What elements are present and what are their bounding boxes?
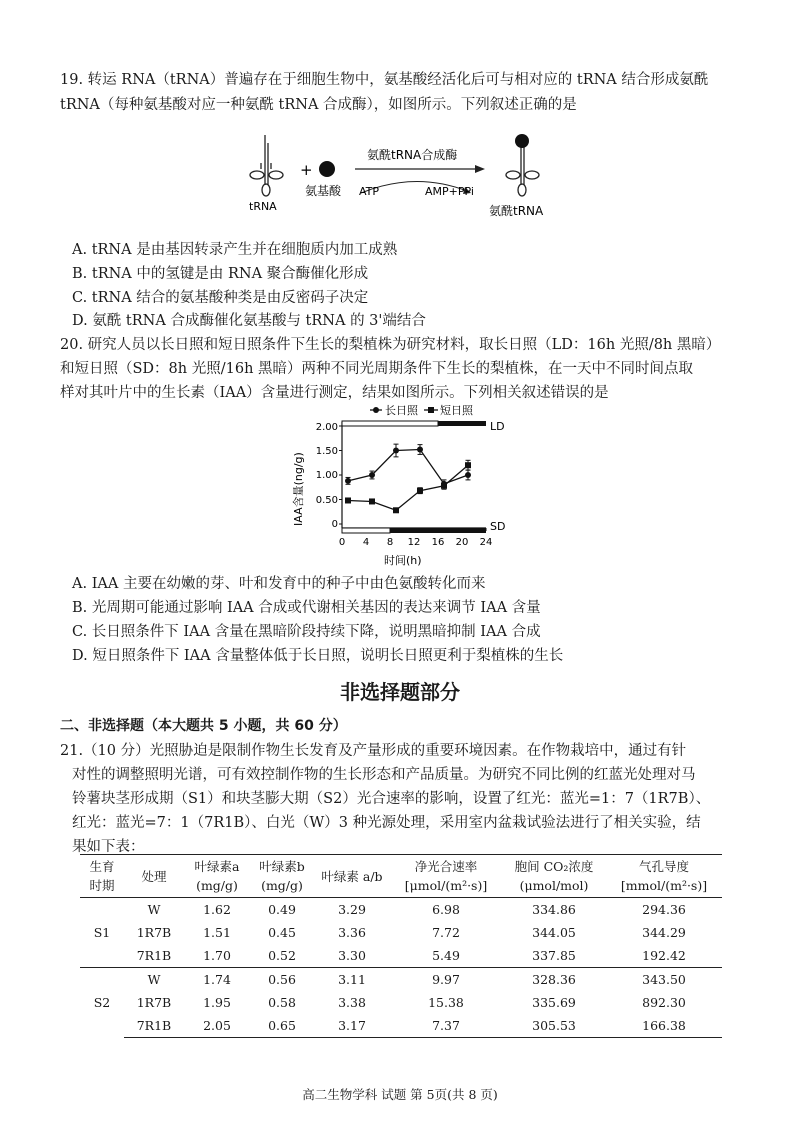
q20-stem-line3: 样对其叶片中的生长素（IAA）含量进行测定，结果如图所示。下列相关叙述错误的是 [60, 385, 609, 401]
section-title: 非选择题部分 [340, 680, 460, 704]
q19-option-d: D. 氨酰 tRNA 合成酶催化氨基酸与 tRNA 的 3'端结合 [72, 313, 426, 329]
y-tick-label-2.00: 2.00 [315, 422, 338, 433]
q19-stem-line2: tRNA（每种氨基酸对应一种氨酰 tRNA 合成酶），如图所示。下列叙述正确的是 [60, 97, 577, 113]
header-stage: 生育 时期 [80, 855, 124, 898]
table-cell: 192.42 [642, 948, 686, 963]
table-cell: 1.62 [203, 902, 231, 917]
section-heading: 二、非选择题（本大题共 5 小题，共 60 分） [60, 718, 347, 734]
page-footer: 高二生物学科 试题 第 5页(共 8 页) [302, 1087, 498, 1102]
legend-square-marker [428, 407, 434, 413]
y-tick-label-0: 0 [331, 519, 338, 530]
header-treatment: 处理 [124, 855, 184, 898]
q21-line5: 果如下表： [72, 839, 145, 855]
sd-light-bar [342, 528, 390, 533]
chart-legend [370, 404, 474, 417]
ld-dark-bar [438, 421, 486, 426]
table-cell: 1R7B [136, 995, 172, 1010]
table-cell: 6.98 [432, 902, 460, 917]
data-point-short-day [345, 497, 351, 503]
series-line-long-day [348, 450, 468, 484]
table-cell: 344.29 [642, 925, 686, 940]
table-cell: 344.05 [532, 925, 576, 940]
table-cell: 0.56 [250, 968, 314, 992]
legend-long-day: 长日照 [385, 404, 418, 417]
table-cell: 892.30 [642, 995, 686, 1010]
atp-label: ATP [359, 185, 380, 198]
trna-structure-icon [250, 135, 283, 196]
header-stomatal-conductance: 气孔导度 [mmol/(m²·s)] [606, 855, 722, 898]
amino-acid-dot-icon [319, 161, 335, 177]
table-cell: 335.69 [532, 995, 576, 1010]
table-cell: 5.49 [432, 948, 460, 963]
x-tick-label-8: 8 [386, 537, 394, 548]
amino-acid-label: 氨基酸 [305, 184, 342, 198]
table-cell: 337.85 [532, 948, 576, 963]
table-row [80, 1014, 722, 1038]
table-cell: 1.51 [203, 925, 231, 940]
table-cell: 1.70 [203, 948, 231, 963]
q21-line4: 红光：蓝光=7：1（7R1B）、白光（W）3 种光源处理，采用室内盆栽试验法进行了相关实验，结 [72, 815, 701, 831]
table-cell: 343.50 [606, 968, 722, 992]
header-intercellular-co2: 胞间 CO₂浓度 (μmol/mol) [502, 855, 606, 898]
q19-stem-line1: 19. 转运 RNA（tRNA）普遍存在于细胞生物中，氨基酸经活化后可与相对应的 tRNA 结合形成氨酰 [60, 72, 709, 88]
table-cell: 1R7B [136, 925, 172, 940]
x-tick-label-12: 12 [407, 537, 421, 548]
table-cell: 3.29 [338, 902, 366, 917]
y-tick-label-1.00: 1.00 [315, 470, 338, 481]
table-cell: 7.72 [432, 925, 460, 940]
q19-option-c: C. tRNA 结合的氨基酸种类是由反密码子决定 [72, 290, 369, 306]
data-point-long-day [465, 472, 471, 478]
data-point-long-day [345, 478, 351, 484]
x-tick-label-0: 0 [338, 537, 346, 548]
amp-ppi-label: AMP+PPi [425, 185, 474, 198]
data-point-short-day [393, 507, 399, 513]
table-cell: 0.58 [268, 995, 296, 1010]
data-point-short-day [369, 498, 375, 504]
data-point-long-day [369, 472, 375, 478]
series-line-short-day [348, 465, 468, 510]
data-point-short-day [417, 488, 423, 494]
table-row [80, 898, 722, 922]
table-cell: 3.11 [314, 968, 390, 992]
y-axis-label: IAA含量(ng/g) [292, 452, 305, 526]
iaa-chart [288, 400, 528, 570]
table-row [80, 921, 722, 944]
header-chl-a: 叶绿素a (mg/g) [184, 855, 250, 898]
data-point-short-day [465, 462, 471, 468]
q21-line1: 21.（10 分）光照胁迫是限制作物生长发育及产量形成的重要环境因素。在作物栽培中，通过有针 [60, 743, 687, 759]
q20-stem-line1: 20. 研究人员以长日照和短日照条件下生长的梨植株为研究材料，取长日照（LD：16h 光照/8h 黑暗） [60, 337, 721, 353]
table-cell: 0.65 [250, 1014, 314, 1038]
data-point-short-day [441, 483, 447, 489]
x-tick-label-24: 24 [479, 537, 493, 548]
q20-option-b: B. 光周期可能通过影响 IAA 合成或代谢相关基因的表达来调节 IAA 含量 [72, 600, 541, 616]
table-cell: 0.52 [268, 948, 296, 963]
y-tick-label-1.50: 1.50 [315, 446, 338, 457]
table-cell: W [147, 902, 161, 917]
q20-stem-line2: 和短日照（SD：8h 光照/16h 黑暗）两种不同光周期条件下生长的梨植株，在一天中不同时间点取 [60, 361, 694, 377]
stage-cell: S1 [93, 925, 111, 940]
table-cell: 3.36 [338, 925, 366, 940]
legend-circle-marker [373, 407, 379, 413]
ld-bar-label: LD [490, 420, 505, 433]
q20-option-d: D. 短日照条件下 IAA 含量整体低于长日照，说明长日照更利于梨植株的生长 [72, 648, 564, 664]
table-cell: 15.38 [428, 995, 464, 1010]
table-cell: 7.37 [390, 1014, 502, 1038]
table-cell: 2.05 [184, 1014, 250, 1038]
plus-sign: + [300, 161, 313, 179]
table-cell: 1.74 [184, 968, 250, 992]
table-cell: 3.17 [314, 1014, 390, 1038]
table-cell: W [124, 968, 184, 992]
ld-light-bar [342, 421, 438, 426]
table-row [80, 991, 722, 1014]
photosynthesis-table [80, 854, 722, 1038]
sd-bar-label: SD [490, 520, 506, 533]
aminoacyl-trna-label: 氨酰tRNA [489, 204, 544, 218]
q20-option-a: A. IAA 主要在幼嫩的芽、叶和发育中的种子中由色氨酸转化而来 [72, 576, 486, 592]
table-header-row [80, 855, 722, 898]
q21-line2: 对性的调整照明光谱，可有效控制作物的生长形态和产品质量。为研究不同比例的红蓝光处理对马 [72, 767, 696, 783]
data-point-long-day [417, 447, 423, 453]
header-net-photosynthesis: 净光合速率 [μmol/(m²·s)] [390, 855, 502, 898]
enzyme-label: 氨酰tRNA合成酶 [367, 148, 458, 162]
table-cell: 7R1B [124, 1014, 184, 1038]
trna-reaction-diagram [235, 133, 575, 223]
table-cell: 305.53 [502, 1014, 606, 1038]
table-row [80, 968, 722, 992]
header-chl-ratio: 叶绿素 a/b [314, 855, 390, 898]
q19-option-b: B. tRNA 中的氢键是由 RNA 聚合酶催化形成 [72, 266, 369, 282]
table-row [80, 944, 722, 968]
table-cell: 166.38 [606, 1014, 722, 1038]
stage-cell: S2 [80, 968, 124, 1038]
table-cell: 0.45 [268, 925, 296, 940]
x-tick-label-20: 20 [455, 537, 469, 548]
table-cell: 3.30 [338, 948, 366, 963]
aminoacyl-trna-icon [506, 147, 539, 196]
table-cell: 7R1B [136, 948, 172, 963]
arrow-head-icon [475, 165, 485, 173]
q20-option-c: C. 长日照条件下 IAA 含量在黑暗阶段持续下降，说明黑暗抑制 IAA 合成 [72, 624, 541, 640]
sd-dark-bar [390, 528, 486, 533]
trna-label: tRNA [249, 200, 277, 213]
legend-short-day: 短日照 [440, 404, 473, 417]
q21-line3: 铃薯块茎形成期（S1）和块茎膨大期（S2）光合速率的影响，设置了红光：蓝光=1：7（1R7B）、 [72, 791, 711, 807]
table-cell: 1.95 [203, 995, 231, 1010]
table-cell: 294.36 [642, 902, 686, 917]
header-chl-b: 叶绿素b (mg/g) [250, 855, 314, 898]
table-cell: 334.86 [532, 902, 576, 917]
x-tick-label-4: 4 [362, 537, 370, 548]
bound-amino-acid-icon [515, 134, 529, 148]
q19-option-a: A. tRNA 是由基因转录产生并在细胞质内加工成熟 [72, 242, 398, 258]
table-cell: 0.49 [268, 902, 296, 917]
y-tick-label-0.50: 0.50 [315, 495, 338, 506]
table-cell: 9.97 [390, 968, 502, 992]
table-cell: 3.38 [338, 995, 366, 1010]
x-tick-label-16: 16 [431, 537, 445, 548]
data-point-long-day [393, 448, 399, 454]
x-axis-label: 时间(h) [384, 554, 422, 567]
table-cell: 328.36 [502, 968, 606, 992]
